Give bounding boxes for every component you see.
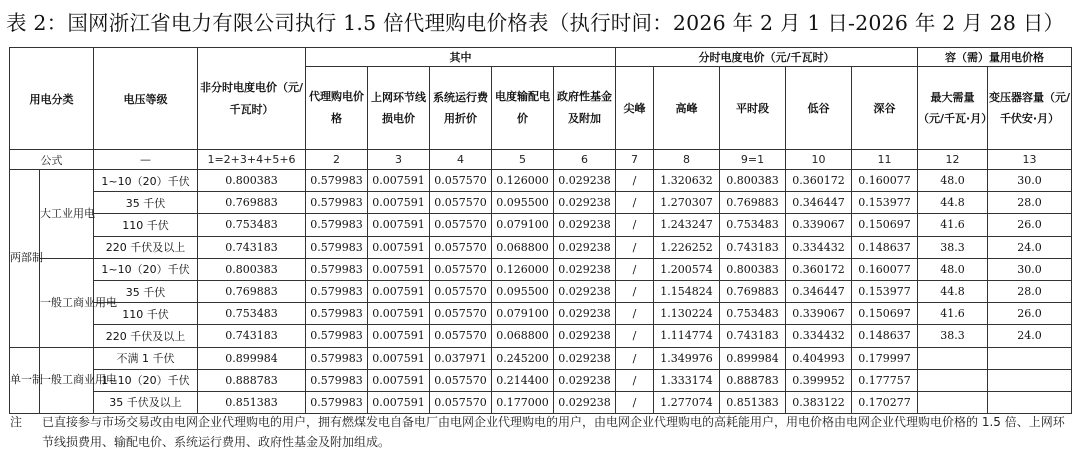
price-cell: 0.743183	[720, 236, 786, 258]
price-cell: 0.399952	[786, 369, 852, 391]
price-cell: 0.753483	[198, 214, 306, 236]
price-cell: 0.057570	[430, 303, 492, 325]
price-cell: /	[616, 192, 654, 214]
price-cell: 0.214400	[492, 369, 554, 391]
header-peak: 高峰	[654, 67, 720, 150]
header-transformer: 变压器容量（元/千伏安·月）	[988, 67, 1072, 150]
price-cell: 1.333174	[654, 369, 720, 391]
formula-cell: 9=1	[720, 150, 786, 170]
formula-cell: 10	[786, 150, 852, 170]
price-cell: 0.404993	[786, 347, 852, 369]
price-cell	[988, 347, 1072, 369]
price-cell: 0.007591	[368, 303, 430, 325]
price-cell: 0.148637	[852, 325, 918, 347]
price-cell: 0.177000	[492, 391, 554, 413]
price-cell: 41.6	[918, 214, 988, 236]
price-cell: 0.029238	[554, 258, 616, 280]
price-cell: 0.360172	[786, 258, 852, 280]
price-cell	[918, 347, 988, 369]
formula-cell: 7	[616, 150, 654, 170]
formula-cell: 3	[368, 150, 430, 170]
price-cell: 38.3	[918, 325, 988, 347]
voltage-cell: 35 千伏及以上	[94, 391, 198, 413]
price-cell: /	[616, 369, 654, 391]
price-cell: 0.068800	[492, 325, 554, 347]
table-row	[10, 258, 1072, 280]
tariff-table	[9, 47, 1072, 414]
price-cell: 0.177757	[852, 369, 918, 391]
price-cell: 0.753483	[198, 303, 306, 325]
header-valley: 低谷	[786, 67, 852, 150]
price-cell: 0.153977	[852, 192, 918, 214]
price-cell: 0.095500	[492, 192, 554, 214]
price-cell: 0.579983	[306, 214, 368, 236]
formula-cell: 11	[852, 150, 918, 170]
price-cell: 28.0	[988, 280, 1072, 302]
voltage-cell: 不满 1 千伏	[94, 347, 198, 369]
header-capacity-group: 容（需）量用电价格	[918, 48, 1072, 67]
voltage-cell: 220 千伏及以上	[94, 325, 198, 347]
price-cell: 0.769883	[198, 192, 306, 214]
price-cell: 0.579983	[306, 236, 368, 258]
price-cell: 0.029238	[554, 369, 616, 391]
voltage-cell: 35 千伏	[94, 280, 198, 302]
price-cell: 0.800383	[198, 170, 306, 192]
price-cell: 26.0	[988, 303, 1072, 325]
header-non-tou-price: 非分时电度电价（元/千瓦时）	[198, 48, 306, 150]
formula-cell: 6	[554, 150, 616, 170]
price-cell: 1.200574	[654, 258, 720, 280]
price-cell: 0.007591	[368, 192, 430, 214]
price-cell: /	[616, 236, 654, 258]
header-system-cost: 系统运行费用折价	[430, 67, 492, 150]
price-cell: 1.130224	[654, 303, 720, 325]
table-row	[10, 391, 1072, 413]
price-cell: 38.3	[918, 236, 988, 258]
price-cell: 0.753483	[720, 214, 786, 236]
price-cell: /	[616, 325, 654, 347]
header-deep-valley: 深谷	[852, 67, 918, 150]
price-cell: 30.0	[988, 170, 1072, 192]
price-cell	[988, 369, 1072, 391]
subgroup-large-industrial: 大工业用电	[40, 170, 94, 259]
price-cell: /	[616, 214, 654, 236]
price-cell: 0.579983	[306, 391, 368, 413]
price-cell: /	[616, 303, 654, 325]
price-cell: 0.579983	[306, 347, 368, 369]
price-cell: 0.383122	[786, 391, 852, 413]
group-label-two-part: 两部制	[10, 170, 40, 348]
footnote	[10, 412, 1072, 452]
price-cell: 0.346447	[786, 280, 852, 302]
price-cell: 1.114774	[654, 325, 720, 347]
header-voltage: 电压等级	[94, 48, 198, 150]
table-row	[10, 303, 1072, 325]
price-cell: 48.0	[918, 258, 988, 280]
price-cell: 0.029238	[554, 192, 616, 214]
price-cell: 26.0	[988, 214, 1072, 236]
price-cell: 1.226252	[654, 236, 720, 258]
price-cell: 0.057570	[430, 214, 492, 236]
price-cell: 0.743183	[198, 325, 306, 347]
table-row	[10, 214, 1072, 236]
price-cell: /	[616, 170, 654, 192]
formula-cell: —	[94, 150, 198, 170]
price-cell: 0.029238	[554, 325, 616, 347]
price-cell	[988, 391, 1072, 413]
price-cell: 0.029238	[554, 214, 616, 236]
price-cell: 0.029238	[554, 303, 616, 325]
price-cell: 0.800383	[720, 170, 786, 192]
header-category: 用电分类	[10, 48, 94, 150]
price-cell: 0.769883	[720, 192, 786, 214]
price-cell: 0.150697	[852, 303, 918, 325]
price-cell: 0.160077	[852, 170, 918, 192]
table-row	[10, 280, 1072, 302]
price-cell: 0.057570	[430, 170, 492, 192]
header-tou-group: 分时电度电价（元/千瓦时）	[616, 48, 918, 67]
price-cell: 0.334432	[786, 325, 852, 347]
price-cell: 0.007591	[368, 170, 430, 192]
header-of-which: 其中	[306, 48, 616, 67]
voltage-cell: 110 千伏	[94, 303, 198, 325]
price-cell: 0.899984	[198, 347, 306, 369]
price-cell: /	[616, 391, 654, 413]
price-cell: 0.888783	[720, 369, 786, 391]
formula-cell: 2	[306, 150, 368, 170]
price-cell: 0.346447	[786, 192, 852, 214]
header-max-demand: 最大需量（元/千瓦·月）	[918, 67, 988, 150]
price-cell: 0.079100	[492, 214, 554, 236]
price-cell: /	[616, 258, 654, 280]
price-cell: 30.0	[988, 258, 1072, 280]
price-cell: 0.851383	[198, 391, 306, 413]
price-cell: 0.007591	[368, 325, 430, 347]
table-row	[10, 347, 1072, 369]
price-cell: 0.029238	[554, 391, 616, 413]
price-cell: 0.743183	[198, 236, 306, 258]
price-cell: 0.007591	[368, 347, 430, 369]
price-cell: 0.079100	[492, 303, 554, 325]
formula-cell: 1=2+3+4+5+6	[198, 150, 306, 170]
price-cell: 0.579983	[306, 280, 368, 302]
footnote-label: 注	[10, 415, 23, 429]
price-cell: 0.068800	[492, 236, 554, 258]
header-gov-fund: 政府性基金及附加	[554, 67, 616, 150]
price-cell: 0.579983	[306, 325, 368, 347]
price-cell: 0.800383	[198, 258, 306, 280]
price-cell: 0.007591	[368, 280, 430, 302]
price-cell: 0.007591	[368, 236, 430, 258]
price-cell: 0.360172	[786, 170, 852, 192]
formula-row	[10, 150, 1072, 170]
price-cell: 0.753483	[720, 303, 786, 325]
price-cell: 0.888783	[198, 369, 306, 391]
price-cell: 0.057570	[430, 325, 492, 347]
header-grid-loss: 上网环节线损电价	[368, 67, 430, 150]
price-cell: 0.029238	[554, 236, 616, 258]
price-cell: 41.6	[918, 303, 988, 325]
price-cell: 0.029238	[554, 347, 616, 369]
footnote-text: 已直接参与市场交易改由电网企业代理购电的用户，拥有燃煤发电自备电厂由电网企业代理购电的用户，由电网企业代理购电的高耗能用户，用电价格由电网企业代理购电价格的 1.5 倍、上网环节线损费用、输配电价、系统运行费用、政府性基金及附加组成。	[42, 415, 1065, 449]
formula-cell: 12	[918, 150, 988, 170]
price-cell: 0.851383	[720, 391, 786, 413]
price-cell: 0.095500	[492, 280, 554, 302]
voltage-cell: 35 千伏	[94, 192, 198, 214]
price-cell: 0.179997	[852, 347, 918, 369]
price-cell: 1.320632	[654, 170, 720, 192]
price-cell: 0.769883	[720, 280, 786, 302]
voltage-cell: 1~10（20）千伏	[94, 170, 198, 192]
price-cell: 0.579983	[306, 192, 368, 214]
table-title: 表 2：国网浙江省电力有限公司执行 1.5 倍代理购电价格表（执行时间：2026 年 2 月 1 日-2026 年 2 月 28 日）	[6, 11, 1065, 35]
formula-cell: 13	[988, 150, 1072, 170]
price-cell: 0.579983	[306, 170, 368, 192]
formula-label: 公式	[10, 150, 94, 170]
header-sharp-peak: 尖峰	[616, 67, 654, 150]
voltage-cell: 1~10（20）千伏	[94, 369, 198, 391]
price-cell: 0.579983	[306, 369, 368, 391]
price-cell: 0.245200	[492, 347, 554, 369]
formula-cell: 5	[492, 150, 554, 170]
price-cell: 0.029238	[554, 280, 616, 302]
price-cell: 0.057570	[430, 236, 492, 258]
price-cell: 0.057570	[430, 258, 492, 280]
price-cell: 0.007591	[368, 214, 430, 236]
price-cell: 0.007591	[368, 258, 430, 280]
header-flat: 平时段	[720, 67, 786, 150]
table-row	[10, 325, 1072, 347]
subgroup-general-ic: 一般工商业用电	[40, 258, 94, 347]
price-cell: 1.243247	[654, 214, 720, 236]
price-cell: 0.170277	[852, 391, 918, 413]
price-cell: 1.270307	[654, 192, 720, 214]
price-cell: 0.148637	[852, 236, 918, 258]
price-cell: 24.0	[988, 325, 1072, 347]
price-cell	[918, 391, 988, 413]
price-cell: /	[616, 347, 654, 369]
table-row	[10, 236, 1072, 258]
price-cell: 0.037971	[430, 347, 492, 369]
voltage-cell: 110 千伏	[94, 214, 198, 236]
price-cell: 0.800383	[720, 258, 786, 280]
header-transmission: 电度输配电价	[492, 67, 554, 150]
subgroup-general-ic-single: 一般工商业用电	[40, 347, 94, 414]
price-cell: 24.0	[988, 236, 1072, 258]
price-cell: 0.339067	[786, 303, 852, 325]
price-cell: 0.899984	[720, 347, 786, 369]
price-cell: 0.339067	[786, 214, 852, 236]
price-cell: 0.579983	[306, 303, 368, 325]
price-cell: 1.349976	[654, 347, 720, 369]
price-cell: 0.057570	[430, 391, 492, 413]
price-cell: 0.769883	[198, 280, 306, 302]
price-cell: 0.743183	[720, 325, 786, 347]
price-cell: 44.8	[918, 192, 988, 214]
table-row	[10, 369, 1072, 391]
price-cell: 1.277074	[654, 391, 720, 413]
formula-cell: 4	[430, 150, 492, 170]
price-cell: 1.154824	[654, 280, 720, 302]
price-cell: 28.0	[988, 192, 1072, 214]
price-cell: 0.007591	[368, 391, 430, 413]
price-cell: 48.0	[918, 170, 988, 192]
price-cell: 44.8	[918, 280, 988, 302]
price-cell: 0.153977	[852, 280, 918, 302]
price-cell: 0.160077	[852, 258, 918, 280]
price-cell: 0.126000	[492, 170, 554, 192]
price-cell: 0.007591	[368, 369, 430, 391]
price-cell: 0.057570	[430, 369, 492, 391]
price-cell: 0.057570	[430, 192, 492, 214]
price-cell: 0.150697	[852, 214, 918, 236]
voltage-cell: 220 千伏及以上	[94, 236, 198, 258]
price-cell: 0.334432	[786, 236, 852, 258]
group-label-single-part: 单一制	[10, 347, 40, 414]
price-cell: 0.126000	[492, 258, 554, 280]
table-row	[10, 192, 1072, 214]
price-cell: /	[616, 280, 654, 302]
voltage-cell: 1~10（20）千伏	[94, 258, 198, 280]
price-cell: 0.057570	[430, 280, 492, 302]
table-row	[10, 170, 1072, 192]
price-cell: 0.579983	[306, 258, 368, 280]
formula-cell: 8	[654, 150, 720, 170]
price-cell: 0.029238	[554, 170, 616, 192]
header-agency-price: 代理购电价格	[306, 67, 368, 150]
price-cell	[918, 369, 988, 391]
